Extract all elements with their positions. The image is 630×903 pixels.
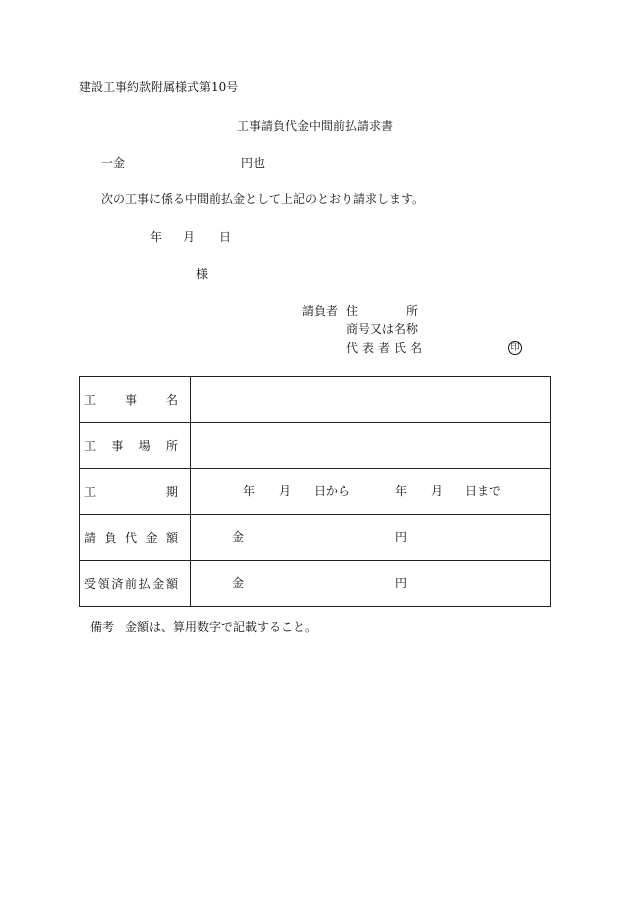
- received-advance-value[interactable]: [191, 561, 551, 607]
- amount-prefix: 一金: [101, 156, 126, 170]
- row-label-construction-period: 工 期: [84, 485, 178, 499]
- page-title: 工事請負代金中間前払請求書: [237, 119, 394, 133]
- address-label-char-2: 所: [406, 304, 419, 318]
- contractor-label: 請負者: [302, 304, 339, 318]
- period-end-year: 年: [395, 484, 408, 498]
- date-year-label: 年: [150, 230, 163, 244]
- contract-amount-value[interactable]: [191, 515, 551, 561]
- table-row-construction-name: [80, 377, 551, 423]
- label-cell: [80, 561, 191, 607]
- form-number: 建設工事約款附属様式第10号: [79, 80, 239, 94]
- period-end-month: 月: [431, 484, 444, 498]
- table-row-construction-site: [80, 423, 551, 469]
- remark-text: 金額は、算用数字で記載すること。: [125, 620, 318, 634]
- row-label-received-advance: 受 領 済 前 払 金 額: [84, 577, 178, 591]
- row-label-construction-site: 工 事 場 所: [84, 439, 178, 453]
- contract-amount-suffix: 円: [395, 530, 408, 544]
- representative-label: 代表者氏名: [346, 341, 427, 355]
- construction-period-value[interactable]: [191, 469, 551, 515]
- seal-icon: 印: [508, 341, 522, 355]
- company-name-label: 商号又は名称: [346, 322, 419, 336]
- received-advance-suffix: 円: [395, 576, 408, 590]
- amount-suffix: 円也: [241, 156, 266, 170]
- table-row-construction-period: [80, 469, 551, 515]
- row-label-contract-amount: 請 負 代 金 額: [84, 531, 178, 545]
- label-cell: [80, 469, 191, 515]
- request-sentence: 次の工事に係る中間前払金として上記のとおり請求します。: [101, 192, 425, 206]
- table-row-contract-amount: [80, 515, 551, 561]
- construction-name-value[interactable]: [191, 377, 551, 423]
- period-start-month: 月: [279, 484, 292, 498]
- label-cell: [80, 515, 191, 561]
- period-start-year: 年: [243, 484, 256, 498]
- date-month-label: 月: [183, 230, 196, 244]
- construction-site-value[interactable]: [191, 423, 551, 469]
- contract-info-table: [79, 376, 551, 607]
- period-end-day: 日まで: [465, 484, 502, 498]
- period-start-day: 日から: [314, 484, 351, 498]
- date-day-label: 日: [219, 230, 232, 244]
- remark-label: 備考: [90, 620, 115, 634]
- address-label-char-1: 住: [346, 304, 359, 318]
- received-advance-prefix: 金: [232, 576, 245, 590]
- label-cell: [80, 423, 191, 469]
- label-cell: [80, 377, 191, 423]
- addressee-honorific: 様: [196, 267, 209, 281]
- row-label-construction-name: 工 事 名: [84, 393, 178, 407]
- contract-amount-prefix: 金: [232, 530, 245, 544]
- table-row-received-advance: [80, 561, 551, 607]
